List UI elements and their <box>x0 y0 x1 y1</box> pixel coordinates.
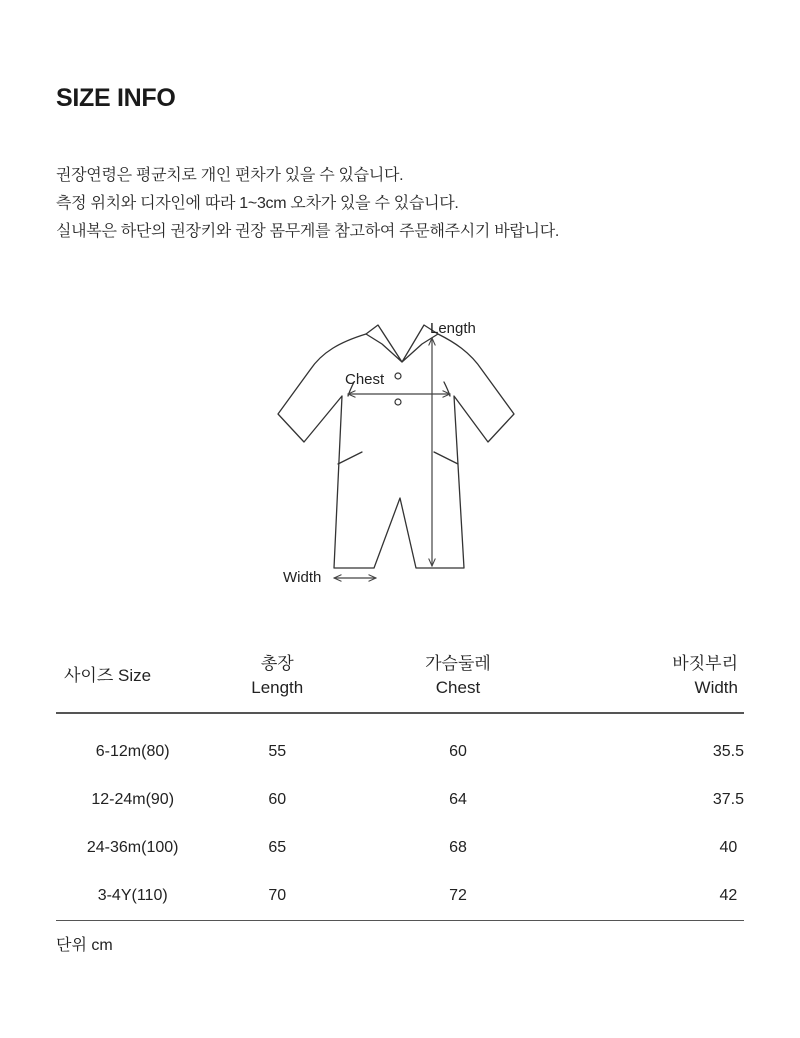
button-icon <box>395 399 401 405</box>
header-length-en: Length <box>251 678 304 697</box>
collar-left <box>366 325 402 362</box>
note-line: 실내복은 하단의 권장키와 권장 몸무게를 참고하여 주문해주시기 바랍니다. <box>56 223 559 240</box>
header-length <box>201 652 353 713</box>
cell-width: 35.5 <box>712 743 744 760</box>
header-size <box>56 652 201 713</box>
chest-label: Chest <box>345 371 385 388</box>
cell-width: 40 <box>719 839 738 856</box>
size-table <box>56 652 744 921</box>
pocket-right <box>434 452 458 464</box>
header-chest <box>353 652 563 713</box>
header-width-ko: 바짓부리 <box>672 654 738 673</box>
cell-size: 3-4Y(110) <box>56 872 201 921</box>
table-row <box>56 872 744 921</box>
unit-label: 단위 cm <box>56 937 113 954</box>
cell-chest: 68 <box>449 839 467 856</box>
button-icon <box>395 373 401 379</box>
cell-size: 24-36m(100) <box>86 839 179 856</box>
header-width <box>563 652 744 713</box>
header-chest-ko: 가슴둘레 <box>425 654 491 673</box>
cell-size: 12-24m(90) <box>91 791 175 808</box>
size-notes <box>56 162 559 246</box>
table-header-row <box>56 652 744 713</box>
garment-diagram <box>270 312 500 592</box>
cell-length: 60 <box>268 791 287 808</box>
cell-chest: 72 <box>353 872 563 921</box>
page-title: SIZE INFO <box>56 84 176 112</box>
romper-outline <box>278 334 514 568</box>
cell-length: 55 <box>268 743 287 760</box>
cell-size: 6-12m(80) <box>95 743 170 760</box>
header-size-label: 사이즈 Size <box>64 666 152 685</box>
header-chest-en: Chest <box>435 678 481 697</box>
note-line: 권장연령은 평균치로 개인 편차가 있을 수 있습니다. <box>56 167 404 184</box>
cell-chest: 60 <box>449 743 467 760</box>
header-width-en: Width <box>694 678 738 697</box>
table-row <box>56 824 744 872</box>
header-length-ko: 총장 <box>260 654 294 673</box>
note-line: 측정 위치와 디자인에 따라 1~3cm 오차가 있을 수 있습니다. <box>56 195 459 212</box>
width-label: Width <box>283 569 322 586</box>
cell-chest: 64 <box>449 791 467 808</box>
cell-width: 42 <box>563 872 744 921</box>
table-row <box>56 776 744 824</box>
romper-illustration <box>270 312 500 592</box>
length-label: Length <box>430 320 476 337</box>
cell-width: 37.5 <box>712 791 744 808</box>
pocket-left <box>338 452 362 464</box>
table-row <box>56 713 744 776</box>
cell-length: 70 <box>201 872 353 921</box>
cell-length: 65 <box>268 839 287 856</box>
